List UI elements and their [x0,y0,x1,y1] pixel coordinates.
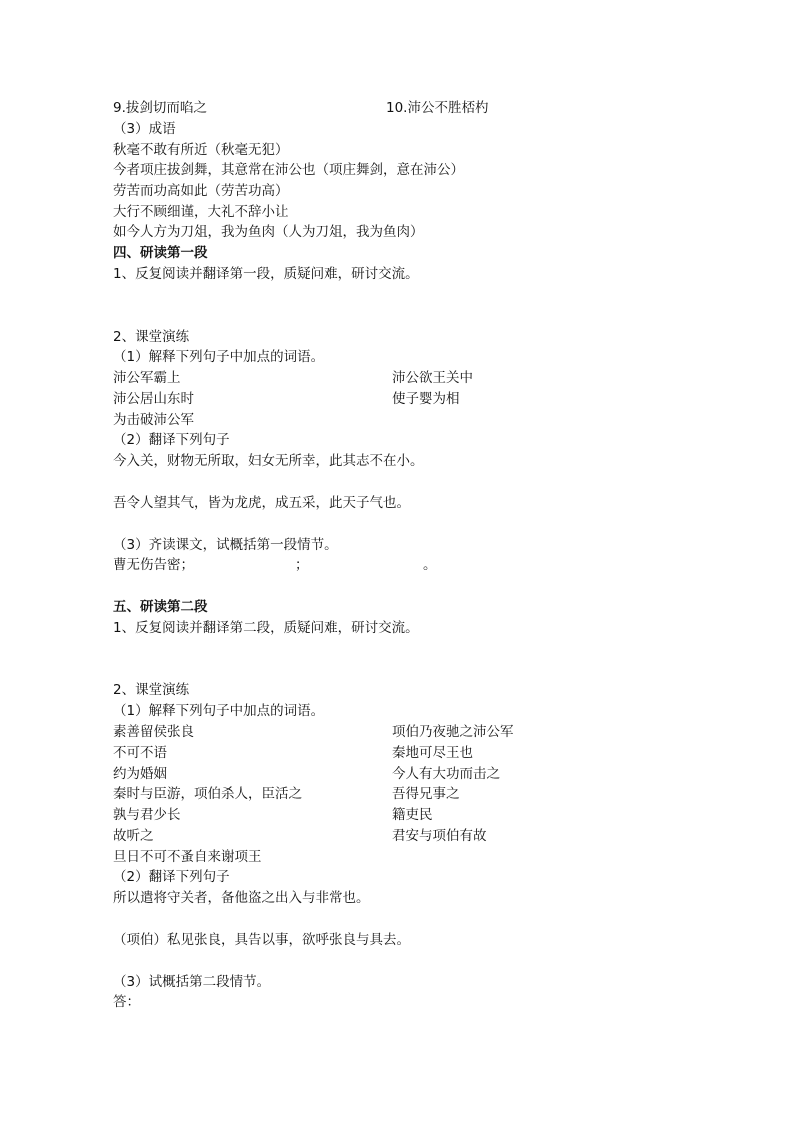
idiom-4: 大行不顾细谨，大礼不辞小让 [113,204,289,220]
idiom-3: 劳苦而功高如此（劳苦功高） [113,183,289,199]
section4-left-1: 沛公军霸上 [113,370,181,386]
section5-q2: 2、课堂演练 [113,682,190,698]
section4-q2: 2、课堂演练 [113,329,190,345]
section5-right-4: 吾得兄事之 [392,786,460,802]
section5-title: 五、研读第二段 [113,599,208,615]
section5-left-6: 故听之 [113,828,154,844]
section4-title: 四、研读第一段 [113,245,208,261]
section5-left-1: 素善留侯张良 [113,724,194,740]
idiom-heading: （3）成语 [113,121,176,137]
section5-left-4: 秦时与臣游，项伯杀人，臣活之 [113,786,302,802]
section5-left-7: 旦日不可不蚤自来谢项王 [113,849,262,865]
section4-fill-b: ； [295,557,309,573]
section4-right-1: 沛公欲王关中 [392,370,473,386]
item-9: 9.拔剑切而啗之 [113,100,207,116]
item-10: 10.沛公不胜桮杓 [386,100,489,116]
section5-left-3: 约为婚姻 [113,766,167,782]
section5-right-1: 项伯乃夜驰之沛公军 [392,724,514,740]
section5-right-5: 籍吏民 [392,807,433,823]
section5-p3: （3）试概括第二段情节。 [113,974,271,990]
section5-q1: 1、反复阅读并翻译第二段，质疑问难，研讨交流。 [113,620,419,636]
section4-right-2: 使子婴为相 [392,391,460,407]
idiom-5: 如今人方为刀俎，我为鱼肉（人为刀俎，我为鱼肉） [113,224,424,240]
idiom-1: 秋毫不敢有所近（秋毫无犯） [113,142,289,158]
section5-right-6: 君安与项伯有故 [392,828,487,844]
section5-left-5: 孰与君少长 [113,807,181,823]
section4-left-2: 沛公居山东时 [113,391,194,407]
section5-p2: （2）翻译下列句子 [113,869,230,885]
section4-sentence-1: 今入关，财物无所取，妇女无所幸，此其志不在小。 [113,453,424,469]
section4-left-3: 为击破沛公军 [113,412,194,428]
idiom-2: 今者项庄拔剑舞，其意常在沛公也（项庄舞剑，意在沛公） [113,162,464,178]
section5-right-2: 秦地可尽王也 [392,745,473,761]
section5-answer: 答： [113,994,140,1010]
section5-sentence-2: （项伯）私见张良，具告以事，欲呼张良与具去。 [113,932,410,948]
section4-fill-a: 曹无伤告密； [113,557,194,573]
section4-p2: （2）翻译下列句子 [113,432,230,448]
section5-p1: （1）解释下列句子中加点的词语。 [113,703,325,719]
section4-fill-c: 。 [423,557,437,573]
section5-sentence-1: 所以遣将守关者，备他盗之出入与非常也。 [113,890,370,906]
section4-p1: （1）解释下列句子中加点的词语。 [113,349,325,365]
section5-right-3: 今人有大功而击之 [392,766,500,782]
section4-p3: （3）齐读课文，试概括第一段情节。 [113,537,338,553]
section4-sentence-2: 吾令人望其气，皆为龙虎，成五采，此天子气也。 [113,495,410,511]
section5-left-2: 不可不语 [113,745,167,761]
section4-q1: 1、反复阅读并翻译第一段，质疑问难，研讨交流。 [113,266,419,282]
